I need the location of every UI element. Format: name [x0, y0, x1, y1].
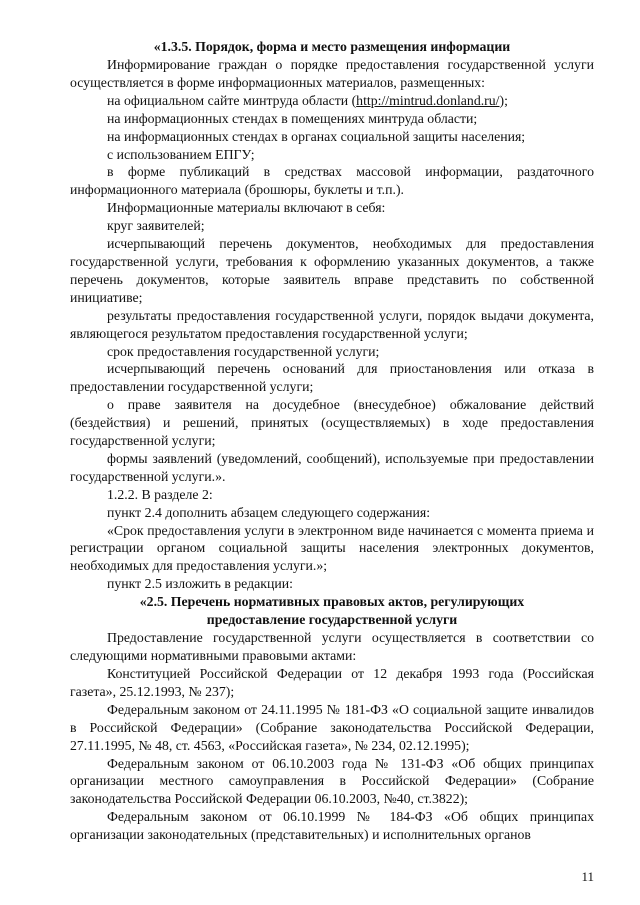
paragraph: о праве заявителя на досудебное (внесудебное) обжалование действий (бездействия) и решений, принятых (осуществляемых) в ходе предоставления государственной услуги; [70, 397, 594, 449]
paragraph: срок предоставления государственной услуги; [107, 343, 380, 359]
paragraph: результаты предоставления государственной услуги, порядок выдачи документа, являющегося результатом предоставления государственной услуги; [70, 307, 594, 341]
paragraph: исчерпывающий перечень оснований для приостановления или отказа в предоставлении государственной услуги; [70, 361, 594, 395]
paragraph: исчерпывающий перечень документов, необходимых для предоставления государственной услуги, требования к оформлению указанных документов, а также перечень документов, которые заявитель вправе представить по собственной инициативе; [70, 236, 594, 305]
paragraph: пункт 2.5 изложить в редакции: [107, 576, 293, 592]
paragraph: Информационные материалы включают в себя: [107, 200, 386, 216]
paragraph: Федеральным законом от 06.10.2003 года № 131-ФЗ «Об общих принципах организации местного самоуправления в Российской Федерации» (Собрание законодательства Российской Федерации 06.10.2003, №40, ст.3822); [70, 755, 594, 807]
paragraph: в форме публикаций в средствах массовой информации, раздаточного информационного материала (брошюры, буклеты и т.п.). [70, 164, 594, 198]
paragraph: круг заявителей; [107, 218, 205, 234]
section-heading-2-5-line1: «2.5. Перечень нормативных правовых актов, регулирующих [139, 594, 525, 610]
section-heading-1-3-5: «1.3.5. Порядок, форма и место размещения информации [153, 39, 511, 54]
paragraph: Федеральным законом от 06.10.1999 № 184-ФЗ «Об общих принципах организации законодательных (представительных) и исполнительных органов [70, 809, 594, 843]
page-number: 11 [581, 869, 594, 884]
website-link[interactable]: http://mintrud.donland.ru/ [356, 92, 500, 108]
paragraph: с использованием ЕПГУ; [107, 146, 255, 162]
website-prefix: на официальном сайте минтруда области ( [107, 92, 357, 108]
paragraph: Конституцией Российской Федерации от 12 декабря 1993 года (Российская газета», 25.12.1993, № 237); [70, 666, 594, 699]
paragraph: Предоставление государственной услуги осуществляется в соответствии со следующими нормативными правовыми актами: [70, 630, 594, 664]
paragraph: на информационных стендах в помещениях минтруда области; [107, 110, 478, 126]
paragraph: Информирование граждан о порядке предоставления государственной услуги осуществляется в форме информационных материалов, размещенных: [70, 57, 594, 90]
paragraph: формы заявлений (уведомлений, сообщений), используемые при предоставлении государственной услуги.». [70, 450, 594, 484]
document-page [70, 38, 594, 844]
section-heading-2-5-line2: предоставление государственной услуги [206, 612, 458, 628]
paragraph: «Срок предоставления услуги в электронном виде начинается с момента приема и регистрации органом социальной защиты населения электронных документов, необходимых для предоставления услуги.»; [70, 522, 594, 574]
paragraph: на информационных стендах в органах социальной защиты населения; [107, 128, 526, 144]
website-suffix: ); [499, 92, 508, 108]
paragraph: пункт 2.4 дополнить абзацем следующего содержания: [107, 504, 431, 520]
paragraph: 1.2.2. В разделе 2: [107, 486, 213, 502]
paragraph: Федеральным законом от 24.11.1995 № 181-ФЗ «О социальной защите инвалидов в Российской Федерации» (Собрание законодательства Российской Федерации, 27.11.1995, № 48, ст. 4563, «Российская газета», № 234, 02.12.1995); [70, 701, 594, 753]
paragraph-website [70, 92, 594, 110]
